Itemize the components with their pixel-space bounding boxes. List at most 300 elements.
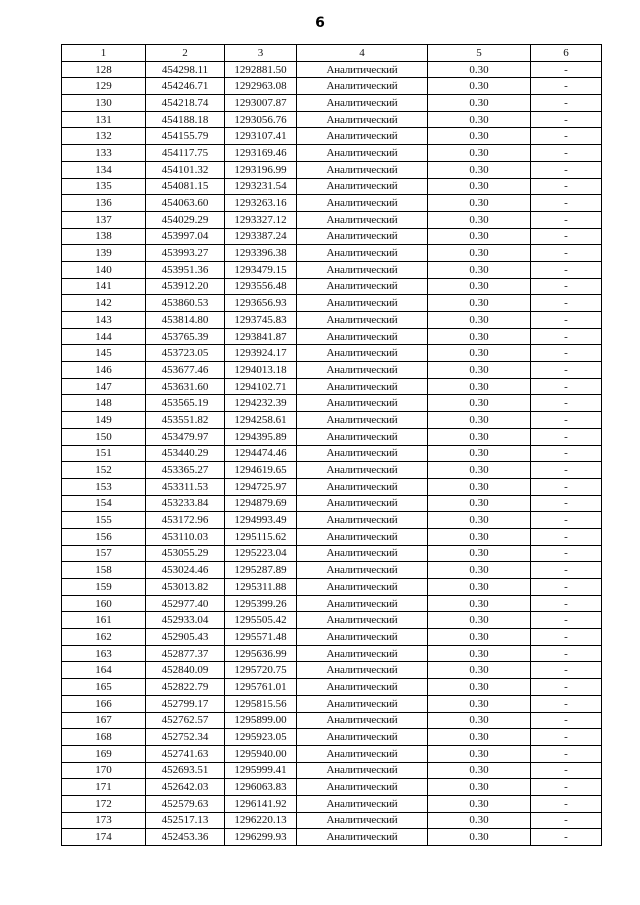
table-header-row — [62, 45, 602, 62]
method-cell: Аналитический — [297, 528, 428, 545]
point-number-cell: 151 — [62, 445, 146, 462]
method-cell: Аналитический — [297, 211, 428, 228]
point-number-cell: 170 — [62, 762, 146, 779]
method-cell: Аналитический — [297, 278, 428, 295]
y-coordinate-cell: 1295636.99 — [225, 645, 297, 662]
y-coordinate-cell: 1293107.41 — [225, 128, 297, 145]
table-row — [62, 278, 602, 295]
accuracy-cell: 0.30 — [428, 729, 531, 746]
table-row — [62, 579, 602, 596]
note-cell: - — [531, 395, 602, 412]
point-number-cell: 134 — [62, 161, 146, 178]
note-cell: - — [531, 261, 602, 278]
table-row — [62, 662, 602, 679]
accuracy-cell: 0.30 — [428, 612, 531, 629]
x-coordinate-cell: 454155.79 — [146, 128, 225, 145]
point-number-cell: 137 — [62, 211, 146, 228]
accuracy-cell: 0.30 — [428, 362, 531, 379]
accuracy-cell: 0.30 — [428, 462, 531, 479]
y-coordinate-cell: 1296141.92 — [225, 795, 297, 812]
y-coordinate-cell: 1293841.87 — [225, 328, 297, 345]
accuracy-cell: 0.30 — [428, 111, 531, 128]
note-cell: - — [531, 211, 602, 228]
point-number-cell: 159 — [62, 579, 146, 596]
method-cell: Аналитический — [297, 161, 428, 178]
table-row — [62, 445, 602, 462]
x-coordinate-cell: 453233.84 — [146, 495, 225, 512]
method-cell: Аналитический — [297, 695, 428, 712]
method-cell: Аналитический — [297, 512, 428, 529]
x-coordinate-cell: 454246.71 — [146, 78, 225, 95]
method-cell: Аналитический — [297, 95, 428, 112]
method-cell: Аналитический — [297, 245, 428, 262]
method-cell: Аналитический — [297, 745, 428, 762]
table-row — [62, 478, 602, 495]
y-coordinate-cell: 1293007.87 — [225, 95, 297, 112]
accuracy-cell: 0.30 — [428, 261, 531, 278]
note-cell: - — [531, 712, 602, 729]
table-row — [62, 779, 602, 796]
accuracy-cell: 0.30 — [428, 161, 531, 178]
table-body — [62, 61, 602, 845]
accuracy-cell: 0.30 — [428, 545, 531, 562]
x-coordinate-cell: 453172.96 — [146, 512, 225, 529]
y-coordinate-cell: 1294102.71 — [225, 378, 297, 395]
table-row — [62, 145, 602, 162]
note-cell: - — [531, 795, 602, 812]
accuracy-cell: 0.30 — [428, 679, 531, 696]
method-cell: Аналитический — [297, 779, 428, 796]
point-number-cell: 133 — [62, 145, 146, 162]
note-cell: - — [531, 111, 602, 128]
table-row — [62, 161, 602, 178]
x-coordinate-cell: 452840.09 — [146, 662, 225, 679]
column-header: 5 — [428, 45, 531, 62]
method-cell: Аналитический — [297, 795, 428, 812]
y-coordinate-cell: 1295311.88 — [225, 579, 297, 596]
method-cell: Аналитический — [297, 812, 428, 829]
table-row — [62, 312, 602, 329]
y-coordinate-cell: 1294258.61 — [225, 412, 297, 429]
x-coordinate-cell: 454063.60 — [146, 195, 225, 212]
x-coordinate-cell: 453951.36 — [146, 261, 225, 278]
accuracy-cell: 0.30 — [428, 412, 531, 429]
table-row — [62, 762, 602, 779]
y-coordinate-cell: 1293556.48 — [225, 278, 297, 295]
table-row — [62, 228, 602, 245]
x-coordinate-cell: 453479.97 — [146, 428, 225, 445]
y-coordinate-cell: 1294619.65 — [225, 462, 297, 479]
method-cell: Аналитический — [297, 729, 428, 746]
accuracy-cell: 0.30 — [428, 145, 531, 162]
point-number-cell: 144 — [62, 328, 146, 345]
note-cell: - — [531, 729, 602, 746]
point-number-cell: 160 — [62, 595, 146, 612]
x-coordinate-cell: 454117.75 — [146, 145, 225, 162]
note-cell: - — [531, 378, 602, 395]
accuracy-cell: 0.30 — [428, 78, 531, 95]
accuracy-cell: 0.30 — [428, 128, 531, 145]
accuracy-cell: 0.30 — [428, 695, 531, 712]
accuracy-cell: 0.30 — [428, 595, 531, 612]
accuracy-cell: 0.30 — [428, 178, 531, 195]
method-cell: Аналитический — [297, 612, 428, 629]
accuracy-cell: 0.30 — [428, 278, 531, 295]
x-coordinate-cell: 454188.18 — [146, 111, 225, 128]
table-row — [62, 829, 602, 846]
method-cell: Аналитический — [297, 762, 428, 779]
x-coordinate-cell: 452762.57 — [146, 712, 225, 729]
point-number-cell: 132 — [62, 128, 146, 145]
point-number-cell: 155 — [62, 512, 146, 529]
table-row — [62, 645, 602, 662]
table-row — [62, 195, 602, 212]
y-coordinate-cell: 1296299.93 — [225, 829, 297, 846]
note-cell: - — [531, 428, 602, 445]
method-cell: Аналитический — [297, 712, 428, 729]
method-cell: Аналитический — [297, 178, 428, 195]
y-coordinate-cell: 1295505.42 — [225, 612, 297, 629]
table-row — [62, 495, 602, 512]
y-coordinate-cell: 1295761.01 — [225, 679, 297, 696]
accuracy-cell: 0.30 — [428, 395, 531, 412]
method-cell: Аналитический — [297, 145, 428, 162]
accuracy-cell: 0.30 — [428, 562, 531, 579]
accuracy-cell: 0.30 — [428, 579, 531, 596]
point-number-cell: 141 — [62, 278, 146, 295]
point-number-cell: 168 — [62, 729, 146, 746]
x-coordinate-cell: 453631.60 — [146, 378, 225, 395]
note-cell: - — [531, 495, 602, 512]
x-coordinate-cell: 452933.04 — [146, 612, 225, 629]
table-row — [62, 612, 602, 629]
method-cell: Аналитический — [297, 679, 428, 696]
y-coordinate-cell: 1292881.50 — [225, 61, 297, 78]
method-cell: Аналитический — [297, 595, 428, 612]
accuracy-cell: 0.30 — [428, 228, 531, 245]
note-cell: - — [531, 145, 602, 162]
accuracy-cell: 0.30 — [428, 428, 531, 445]
column-header: 3 — [225, 45, 297, 62]
table-row — [62, 428, 602, 445]
point-number-cell: 128 — [62, 61, 146, 78]
note-cell: - — [531, 478, 602, 495]
table-row — [62, 78, 602, 95]
y-coordinate-cell: 1293196.99 — [225, 161, 297, 178]
x-coordinate-cell: 452977.40 — [146, 595, 225, 612]
y-coordinate-cell: 1295571.48 — [225, 629, 297, 646]
column-header: 6 — [531, 45, 602, 62]
y-coordinate-cell: 1294013.18 — [225, 362, 297, 379]
accuracy-cell: 0.30 — [428, 795, 531, 812]
method-cell: Аналитический — [297, 195, 428, 212]
table-row — [62, 128, 602, 145]
accuracy-cell: 0.30 — [428, 295, 531, 312]
x-coordinate-cell: 452905.43 — [146, 629, 225, 646]
accuracy-cell: 0.30 — [428, 528, 531, 545]
note-cell: - — [531, 295, 602, 312]
table-row — [62, 795, 602, 812]
y-coordinate-cell: 1293479.15 — [225, 261, 297, 278]
table-row — [62, 378, 602, 395]
x-coordinate-cell: 452453.36 — [146, 829, 225, 846]
table-row — [62, 695, 602, 712]
note-cell: - — [531, 445, 602, 462]
accuracy-cell: 0.30 — [428, 495, 531, 512]
method-cell: Аналитический — [297, 261, 428, 278]
table-row — [62, 362, 602, 379]
table-row — [62, 111, 602, 128]
x-coordinate-cell: 453723.05 — [146, 345, 225, 362]
table-row — [62, 629, 602, 646]
method-cell: Аналитический — [297, 462, 428, 479]
y-coordinate-cell: 1295999.41 — [225, 762, 297, 779]
note-cell: - — [531, 178, 602, 195]
point-number-cell: 171 — [62, 779, 146, 796]
y-coordinate-cell: 1294474.46 — [225, 445, 297, 462]
table-row — [62, 745, 602, 762]
point-number-cell: 149 — [62, 412, 146, 429]
y-coordinate-cell: 1293924.17 — [225, 345, 297, 362]
note-cell: - — [531, 228, 602, 245]
accuracy-cell: 0.30 — [428, 779, 531, 796]
method-cell: Аналитический — [297, 562, 428, 579]
note-cell: - — [531, 61, 602, 78]
y-coordinate-cell: 1295899.00 — [225, 712, 297, 729]
point-number-cell: 165 — [62, 679, 146, 696]
accuracy-cell: 0.30 — [428, 345, 531, 362]
table-row — [62, 412, 602, 429]
y-coordinate-cell: 1295287.89 — [225, 562, 297, 579]
point-number-cell: 130 — [62, 95, 146, 112]
note-cell: - — [531, 679, 602, 696]
method-cell: Аналитический — [297, 445, 428, 462]
note-cell: - — [531, 779, 602, 796]
x-coordinate-cell: 454101.32 — [146, 161, 225, 178]
x-coordinate-cell: 453565.19 — [146, 395, 225, 412]
y-coordinate-cell: 1295223.04 — [225, 545, 297, 562]
x-coordinate-cell: 453013.82 — [146, 579, 225, 596]
y-coordinate-cell: 1295720.75 — [225, 662, 297, 679]
note-cell: - — [531, 462, 602, 479]
point-number-cell: 146 — [62, 362, 146, 379]
y-coordinate-cell: 1295923.05 — [225, 729, 297, 746]
table-row — [62, 545, 602, 562]
accuracy-cell: 0.30 — [428, 312, 531, 329]
point-number-cell: 129 — [62, 78, 146, 95]
point-number-cell: 157 — [62, 545, 146, 562]
table-row — [62, 61, 602, 78]
y-coordinate-cell: 1293387.24 — [225, 228, 297, 245]
note-cell: - — [531, 128, 602, 145]
method-cell: Аналитический — [297, 328, 428, 345]
point-number-cell: 143 — [62, 312, 146, 329]
method-cell: Аналитический — [297, 128, 428, 145]
y-coordinate-cell: 1293263.16 — [225, 195, 297, 212]
accuracy-cell: 0.30 — [428, 245, 531, 262]
point-number-cell: 174 — [62, 829, 146, 846]
note-cell: - — [531, 362, 602, 379]
note-cell: - — [531, 629, 602, 646]
y-coordinate-cell: 1295399.26 — [225, 595, 297, 612]
x-coordinate-cell: 452642.03 — [146, 779, 225, 796]
point-number-cell: 169 — [62, 745, 146, 762]
note-cell: - — [531, 245, 602, 262]
y-coordinate-cell: 1294993.49 — [225, 512, 297, 529]
accuracy-cell: 0.30 — [428, 328, 531, 345]
note-cell: - — [531, 312, 602, 329]
point-number-cell: 131 — [62, 111, 146, 128]
method-cell: Аналитический — [297, 61, 428, 78]
page-number: 6 — [315, 15, 325, 31]
y-coordinate-cell: 1293745.83 — [225, 312, 297, 329]
x-coordinate-cell: 453912.20 — [146, 278, 225, 295]
x-coordinate-cell: 453677.46 — [146, 362, 225, 379]
note-cell: - — [531, 812, 602, 829]
note-cell: - — [531, 762, 602, 779]
y-coordinate-cell: 1293396.38 — [225, 245, 297, 262]
point-number-cell: 156 — [62, 528, 146, 545]
point-number-cell: 135 — [62, 178, 146, 195]
note-cell: - — [531, 278, 602, 295]
point-number-cell: 136 — [62, 195, 146, 212]
note-cell: - — [531, 328, 602, 345]
x-coordinate-cell: 454218.74 — [146, 95, 225, 112]
method-cell: Аналитический — [297, 78, 428, 95]
y-coordinate-cell: 1293327.12 — [225, 211, 297, 228]
accuracy-cell: 0.30 — [428, 812, 531, 829]
accuracy-cell: 0.30 — [428, 195, 531, 212]
point-number-cell: 166 — [62, 695, 146, 712]
accuracy-cell: 0.30 — [428, 762, 531, 779]
column-header: 2 — [146, 45, 225, 62]
table-row — [62, 95, 602, 112]
x-coordinate-cell: 453997.04 — [146, 228, 225, 245]
accuracy-cell: 0.30 — [428, 662, 531, 679]
x-coordinate-cell: 453860.53 — [146, 295, 225, 312]
x-coordinate-cell: 452579.63 — [146, 795, 225, 812]
method-cell: Аналитический — [297, 362, 428, 379]
y-coordinate-cell: 1294725.97 — [225, 478, 297, 495]
x-coordinate-cell: 453765.39 — [146, 328, 225, 345]
table-row — [62, 345, 602, 362]
note-cell: - — [531, 528, 602, 545]
x-coordinate-cell: 453993.27 — [146, 245, 225, 262]
y-coordinate-cell: 1295115.62 — [225, 528, 297, 545]
y-coordinate-cell: 1294232.39 — [225, 395, 297, 412]
column-header: 4 — [297, 45, 428, 62]
x-coordinate-cell: 453311.53 — [146, 478, 225, 495]
x-coordinate-cell: 452799.17 — [146, 695, 225, 712]
x-coordinate-cell: 452822.79 — [146, 679, 225, 696]
method-cell: Аналитический — [297, 228, 428, 245]
table-row — [62, 528, 602, 545]
method-cell: Аналитический — [297, 662, 428, 679]
note-cell: - — [531, 78, 602, 95]
x-coordinate-cell: 452877.37 — [146, 645, 225, 662]
method-cell: Аналитический — [297, 295, 428, 312]
note-cell: - — [531, 745, 602, 762]
point-number-cell: 162 — [62, 629, 146, 646]
accuracy-cell: 0.30 — [428, 211, 531, 228]
x-coordinate-cell: 452752.34 — [146, 729, 225, 746]
point-number-cell: 140 — [62, 261, 146, 278]
x-coordinate-cell: 453551.82 — [146, 412, 225, 429]
point-number-cell: 147 — [62, 378, 146, 395]
y-coordinate-cell: 1294395.89 — [225, 428, 297, 445]
note-cell: - — [531, 645, 602, 662]
y-coordinate-cell: 1293231.54 — [225, 178, 297, 195]
column-header: 1 — [62, 45, 146, 62]
accuracy-cell: 0.30 — [428, 629, 531, 646]
note-cell: - — [531, 512, 602, 529]
accuracy-cell: 0.30 — [428, 478, 531, 495]
method-cell: Аналитический — [297, 829, 428, 846]
note-cell: - — [531, 545, 602, 562]
x-coordinate-cell: 453440.29 — [146, 445, 225, 462]
point-number-cell: 150 — [62, 428, 146, 445]
x-coordinate-cell: 454029.29 — [146, 211, 225, 228]
x-coordinate-cell: 454298.11 — [146, 61, 225, 78]
note-cell: - — [531, 195, 602, 212]
accuracy-cell: 0.30 — [428, 745, 531, 762]
note-cell: - — [531, 579, 602, 596]
note-cell: - — [531, 161, 602, 178]
table-row — [62, 395, 602, 412]
point-number-cell: 148 — [62, 395, 146, 412]
point-number-cell: 167 — [62, 712, 146, 729]
point-number-cell: 145 — [62, 345, 146, 362]
table-row — [62, 512, 602, 529]
point-number-cell: 172 — [62, 795, 146, 812]
method-cell: Аналитический — [297, 645, 428, 662]
note-cell: - — [531, 829, 602, 846]
point-number-cell: 138 — [62, 228, 146, 245]
point-number-cell: 152 — [62, 462, 146, 479]
method-cell: Аналитический — [297, 412, 428, 429]
accuracy-cell: 0.30 — [428, 95, 531, 112]
table-row — [62, 245, 602, 262]
y-coordinate-cell: 1293169.46 — [225, 145, 297, 162]
method-cell: Аналитический — [297, 345, 428, 362]
table-row — [62, 595, 602, 612]
note-cell: - — [531, 95, 602, 112]
point-number-cell: 153 — [62, 478, 146, 495]
method-cell: Аналитический — [297, 312, 428, 329]
point-number-cell: 163 — [62, 645, 146, 662]
note-cell: - — [531, 595, 602, 612]
note-cell: - — [531, 345, 602, 362]
x-coordinate-cell: 453055.29 — [146, 545, 225, 562]
method-cell: Аналитический — [297, 478, 428, 495]
coordinates-table — [61, 44, 602, 846]
table-row — [62, 328, 602, 345]
accuracy-cell: 0.30 — [428, 712, 531, 729]
method-cell: Аналитический — [297, 378, 428, 395]
y-coordinate-cell: 1293656.93 — [225, 295, 297, 312]
point-number-cell: 158 — [62, 562, 146, 579]
table-row — [62, 261, 602, 278]
table-row — [62, 712, 602, 729]
x-coordinate-cell: 452517.13 — [146, 812, 225, 829]
x-coordinate-cell: 453110.03 — [146, 528, 225, 545]
table-row — [62, 462, 602, 479]
point-number-cell: 164 — [62, 662, 146, 679]
table-row — [62, 679, 602, 696]
note-cell: - — [531, 412, 602, 429]
table-row — [62, 562, 602, 579]
accuracy-cell: 0.30 — [428, 378, 531, 395]
